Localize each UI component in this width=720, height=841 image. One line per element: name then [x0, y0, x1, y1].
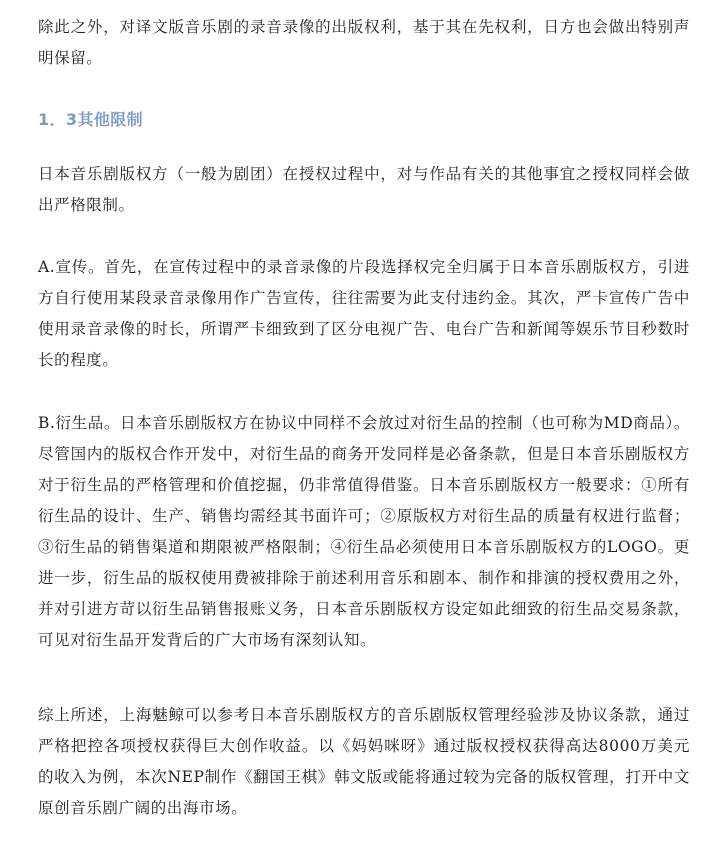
section-heading-other-restrictions: 1．3其他限制 [38, 110, 144, 129]
paragraph-summary: 综上所述，上海魅鲸可以参考日本音乐剧版权方的音乐剧版权管理经验涉及协议条款，通过严格把控各项授权获得巨大创作收益。以《妈妈咪呀》通过版权授权获得高达8000万美元的收入为例，本次NEP制作《翻国王棋》韩文版或能将通过较为完备的版权管理，打开中文原创音乐剧广阔的出海市场。 [38, 706, 690, 817]
paragraph-publicity: A.宣传。首先，在宣传过程中的录音录像的片段选择权完全归属于日本音乐剧版权方，引进方自行使用某段录音录像用作广告宣传，往往需要为此支付违约金。其次，严卡宣传广告中使用录音录像的时长，所谓严卡细致到了区分电视广告、电台广告和新闻等娱乐节目秒数时长的程度。 [38, 258, 690, 369]
paragraph-merchandise: B.衍生品。日本音乐剧版权方在协议中同样不会放过对衍生品的控制（也可称为MD商品）。尽管国内的版权合作开发中，对衍生品的商务开发同样是必备条款，但是日本音乐剧版权方对于衍生品的严格管理和价值挖掘，仍非常值得借鉴。日本音乐剧版权方一般要求：①所有衍生品的设计、生产、销售均需经其书面许可；②原版权方对衍生品的质量有权进行监督；③衍生品的销售渠道和期限被严格限制；④衍生品必须使用日本音乐剧版权方的LOGO。更进一步，衍生品的版权使用费被排除于前述利用音乐和剧本、制作和排演的授权费用之外，并对引进方苛以衍生品销售报账义务，日本音乐剧版权方设定如此细致的衍生品交易条款，可见对衍生品开发背后的广大市场有深刻认知。 [38, 414, 690, 649]
paragraph-recording-rights: 除此之外，对译文版音乐剧的录音录像的出版权利，基于其在先权利，日方也会做出特别声明保留。 [38, 18, 690, 67]
paragraph-general-restrictions: 日本音乐剧版权方（一般为剧团）在授权过程中，对与作品有关的其他事宜之授权同样会做出严格限制。 [38, 165, 690, 214]
